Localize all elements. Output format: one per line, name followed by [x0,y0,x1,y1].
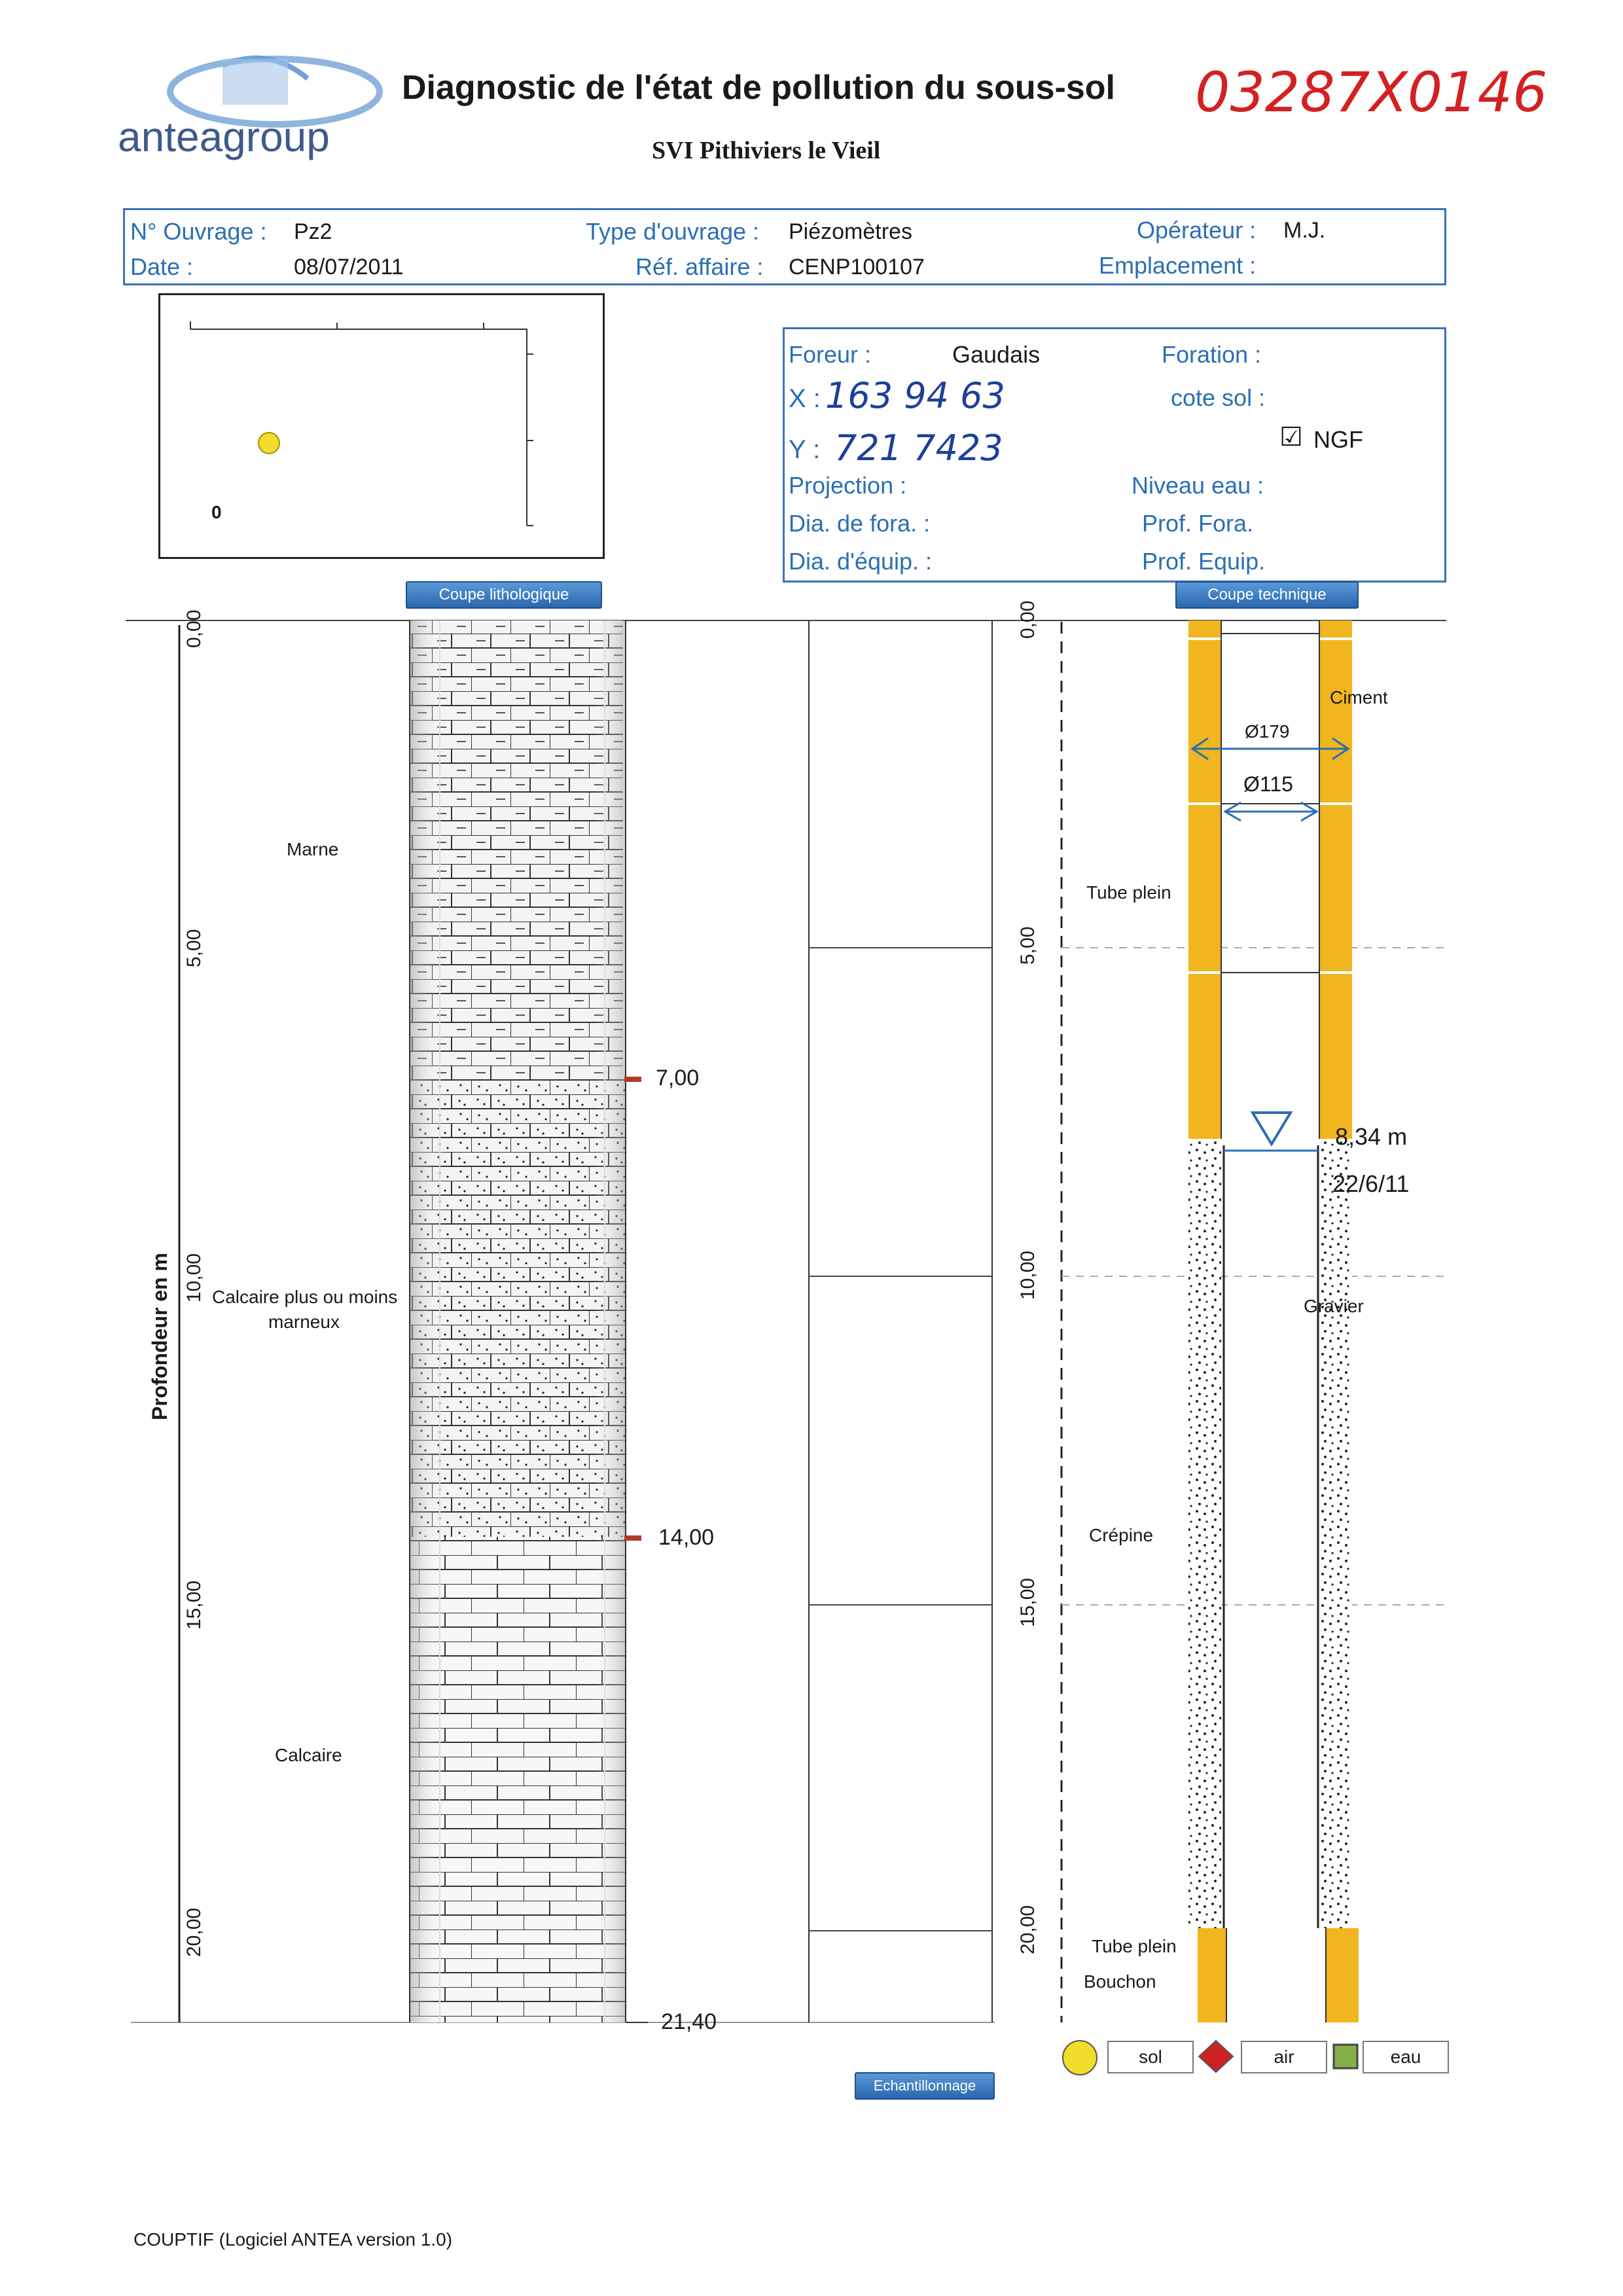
tech-label-crepine: Crépine [1089,1525,1154,1545]
depth-label-21: 21,40 [661,2009,717,2034]
tech-label-water-level: 8,34 m [1335,1123,1408,1150]
plug-right [1326,1928,1359,2022]
projection-label: Projection : [789,472,907,499]
date-value: 08/07/2011 [294,255,404,279]
depth-tick-right-0: 0,00 [1017,600,1039,639]
air-legend-icon [1199,2041,1233,2072]
cote-label: cote sol : [1171,384,1266,411]
depth-axis-title: Profondeur en m [148,1252,171,1420]
ngf-label: NGF [1313,426,1363,453]
legend-eau: eau [1363,2041,1449,2073]
depth-tick-left-20: 20,00 [183,1907,205,1957]
foreur-value: Gaudais [952,341,1041,368]
ref-label: Réf. affaire : [635,253,764,280]
tech-label-tube-plein-2: Tube plein [1092,1936,1177,1956]
y-value: 721 7423 [834,427,1003,469]
niveau-label: Niveau eau : [1132,472,1264,499]
technical-column [1188,620,1359,2022]
handwritten-code: 03287X0146 [1195,60,1548,124]
marker-7 [624,1077,641,1082]
operateur-label: Opérateur : [1137,217,1257,243]
litho-label-calc-marneux-1: Calcaire plus ou moins [212,1287,398,1307]
page-subtitle: SVI Pithiviers le Vieil [652,137,881,164]
depth-tick-right-5: 5,00 [1017,926,1039,965]
depth-tick-left-5: 5,00 [183,929,205,967]
lithology-column [410,620,626,2022]
ouvrage-value: Pz2 [294,219,332,244]
depth-label-7: 7,00 [656,1066,700,1090]
profequip-label: Prof. Equip. [1142,548,1266,575]
coupe-technique-button[interactable]: Coupe technique [1175,581,1359,609]
tech-label-gravier: Gravier [1304,1296,1364,1316]
depth-label-14: 14,00 [658,1525,715,1550]
diafora-label: Dia. de fora. : [789,510,931,537]
proffora-label: Prof. Fora. [1142,510,1254,537]
coupe-lithologique-button[interactable]: Coupe lithologique [406,581,602,609]
operateur-value: M.J. [1283,218,1326,243]
sampling-column [809,620,992,2022]
depth-tick-left-10: 10,00 [183,1253,205,1302]
tech-label-ciment: Ciment [1330,687,1388,708]
x-value: 163 94 63 [825,375,1005,416]
echantillonnage-button[interactable]: Echantillonnage [855,2072,995,2100]
depth-tick-left-15: 15,00 [183,1580,205,1630]
depth-tick-left-0: 0,00 [183,609,205,648]
x-label: X : [789,384,821,413]
depth-tick-right-10: 10,00 [1017,1250,1039,1300]
depth-tick-right-15: 15,00 [1017,1577,1039,1627]
logo-text: anteagroup [118,113,330,160]
y-label: Y : [789,435,821,464]
cement-left [1188,620,1221,1139]
map-origin-label: 0 [211,502,222,522]
footer-software: COUPTIF (Logiciel ANTEA version 1.0) [134,2229,453,2250]
foration-label: Foration : [1162,341,1262,368]
litho-label-calcaire: Calcaire [275,1745,342,1765]
legend-sol: sol [1107,2041,1194,2073]
sol-legend-icon [1063,2041,1097,2075]
diaequip-label: Dia. d'équip. : [789,548,933,575]
gravel-left [1188,1139,1221,1928]
tech-label-bouchon: Bouchon [1084,1971,1156,1992]
marker-14 [624,1535,641,1541]
emplacement-label: Emplacement : [1099,252,1257,279]
litho-label-marne: Marne [287,839,339,859]
eau-legend-icon [1334,2045,1357,2068]
ref-value: CENP100107 [789,255,925,279]
tech-label-d179: Ø179 [1245,721,1290,742]
gravel-right [1319,1139,1352,1928]
litho-label-calc-marneux-2: marneux [268,1312,340,1332]
type-value: Piézomètres [789,219,912,244]
plug-left [1198,1928,1226,2022]
ngf-checkbox[interactable]: ☑ [1279,423,1303,452]
legend-air: air [1241,2041,1327,2073]
ouvrage-label: N° Ouvrage : [130,218,267,245]
type-label: Type d'ouvrage : [586,218,760,245]
foreur-label: Foreur : [789,341,872,368]
date-label: Date : [130,253,194,280]
page-title: Diagnostic de l'état de pollution du sous-sol [402,69,1115,107]
tech-label-d115: Ø115 [1243,772,1293,796]
depth-tick-right-20: 20,00 [1017,1905,1039,1954]
tech-label-water-date: 22/6/11 [1332,1170,1410,1197]
tech-label-tube-plein: Tube plein [1086,882,1171,903]
water-level-icon [1253,1113,1291,1144]
